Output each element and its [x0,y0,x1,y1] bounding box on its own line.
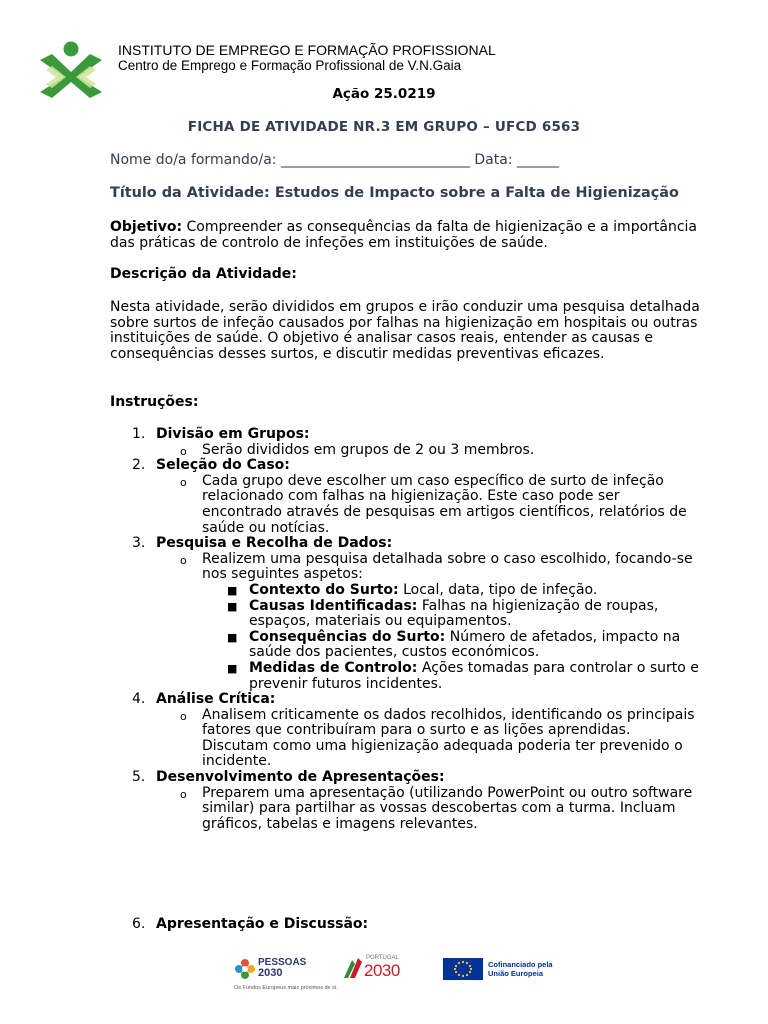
circle-bullet-icon: o [180,709,187,723]
list-item: o Cada grupo deve escolher um caso específico de surto de infeção relacionado com falhas na higienização. Este caso pode ser encontrado através de pesquisas em artigos científicos, relatórios de saúde ou notícias. [180,472,687,536]
step-2 [110,458,700,536]
pessoas-2030-logo [234,956,322,984]
center-name: Centro de Emprego e Formação Profissional de V.N.Gaia [118,58,462,73]
portugal-flag-icon [342,956,364,980]
circle-bullet-icon: o [180,444,187,458]
step-number: 4. [132,691,146,708]
step-number: 6. [132,916,146,932]
description-paragraph: Nesta atividade, serão divididos em grupos e irão conduzir uma pesquisa detalhada sobre surtos de infeção causados por falhas na higienização em hospitais ou outras instituições de saúde. O objetivo é analisar casos reais, entender as causas e consequências desses surtos, e discutir medidas preventivas eficazes. [110,299,700,362]
list-item: o Preparem uma apresentação (utilizando PowerPoint ou outro software similar) para partilhar as vossas descobertas com a turma. Incluam gráficos, tabelas e imagens relevantes. [180,784,693,832]
footer-logos [234,956,574,996]
step-1 [110,427,700,458]
list-item: o Analisem criticamente os dados recolhidos, identificando os principais fatores que contribuíram para o surto e as lições aprendidas. Discutam como uma higienização adequada poderia ter prevenido o incidente. [180,706,695,770]
eu-line-2: União Europeia [488,968,544,978]
objective-paragraph [110,220,700,251]
circle-bullet-icon: o [180,553,187,567]
portugal-year: 2030 [364,961,400,980]
institute-header [118,42,496,74]
list-item: o Realizem uma pesquisa detalhada sobre o caso escolhido, focando-se nos seguintes aspetos: ■ Contexto do Surto: Local, data, tipo de infeção. ■ Causas Identificadas: Falhas na higienização de roupas, espaços, materiais ou equipamentos. ■ Consequências do Surto: Número de afetados, impacto na saúde dos pacientes, custos económicos. ■ Medidas de Controlo: Ações tomadas para controlar o surto e prevenir futuros incidentes. [180,550,699,692]
circle-bullet-icon: o [180,787,187,801]
square-bullet-icon: ■ [227,599,238,613]
step-title: Análise Crítica: [156,691,276,708]
step-title: Seleção do Caso: [156,457,290,474]
activity-title-label: Título da Atividade: [110,185,270,201]
sub-list-item: ■ Contexto do Surto: Local, data, tipo de infeção. [227,581,598,598]
square-bullet-icon: ■ [227,630,238,644]
objective-label: Objetivo: [110,219,183,235]
eu-flag-icon [443,958,483,980]
eu-cofinancing-logo [443,958,575,980]
ficha-title: FICHA DE ATIVIDADE NR.3 EM GRUPO – UFCD 6563 [187,119,581,135]
step-5 [110,770,700,832]
acao-title: Ação 25.0219 [332,86,436,102]
instructions-list [110,427,700,832]
pessoas-flower-icon [234,958,256,980]
step-number: 5. [132,769,146,786]
step-number: 1. [132,426,146,442]
portugal-2030-logo [342,956,420,982]
step-number: 2. [132,457,146,474]
step-title: Divisão em Grupos: [156,426,310,442]
sub-list-item: ■ Medidas de Controlo: Ações tomadas para controlar o surto e prevenir futuros incidentes. [227,659,699,692]
square-bullet-icon: ■ [227,583,238,597]
step-title: Desenvolvimento de Apresentações: [156,769,445,786]
footer-tagline: Os Fundos Europeus mais próximos de si. [234,985,338,991]
step-4 [110,692,700,770]
list-item: o Serão divididos em grupos de 2 ou 3 membros. [180,441,535,458]
activity-title [110,186,700,202]
eu-line-1: Cofinanciado pela [488,960,553,969]
portugal-label: PORTUGAL [366,955,399,961]
description-heading: Descrição da Atividade: [110,266,297,282]
activity-title-value: Estudos de Impacto sobre a Falta de Higienização [274,185,679,201]
step-title: Pesquisa e Recolha de Dados: [156,535,393,552]
square-bullet-icon: ■ [227,661,238,675]
step-title: Apresentação e Discussão: [156,916,369,932]
step-3 [110,536,700,692]
instructions-heading: Instruções: [110,394,199,410]
pessoas-year: 2030 [258,967,283,979]
pessoas-name: PESSOAS [258,957,307,968]
sub-list-item: ■ Consequências do Surto: Número de afetados, impacto na saúde dos pacientes, custos económicos. [227,628,681,661]
nome-data-line: Nome do/a formando/a: ___________________________ Data: ______ [110,152,559,168]
objective-text: Compreender as consequências da falta de higienização e a importância das práticas de controlo de infeções em instituições de saúde. [110,219,698,251]
institute-name: INSTITUTO DE EMPREGO E FORMAÇÃO PROFISSIONAL [118,42,496,58]
circle-bullet-icon: o [180,475,187,489]
step-number: 3. [132,535,146,552]
sub-list-item: ■ Causas Identificadas: Falhas na higienização de roupas, espaços, materiais ou equipamentos. [227,597,659,630]
